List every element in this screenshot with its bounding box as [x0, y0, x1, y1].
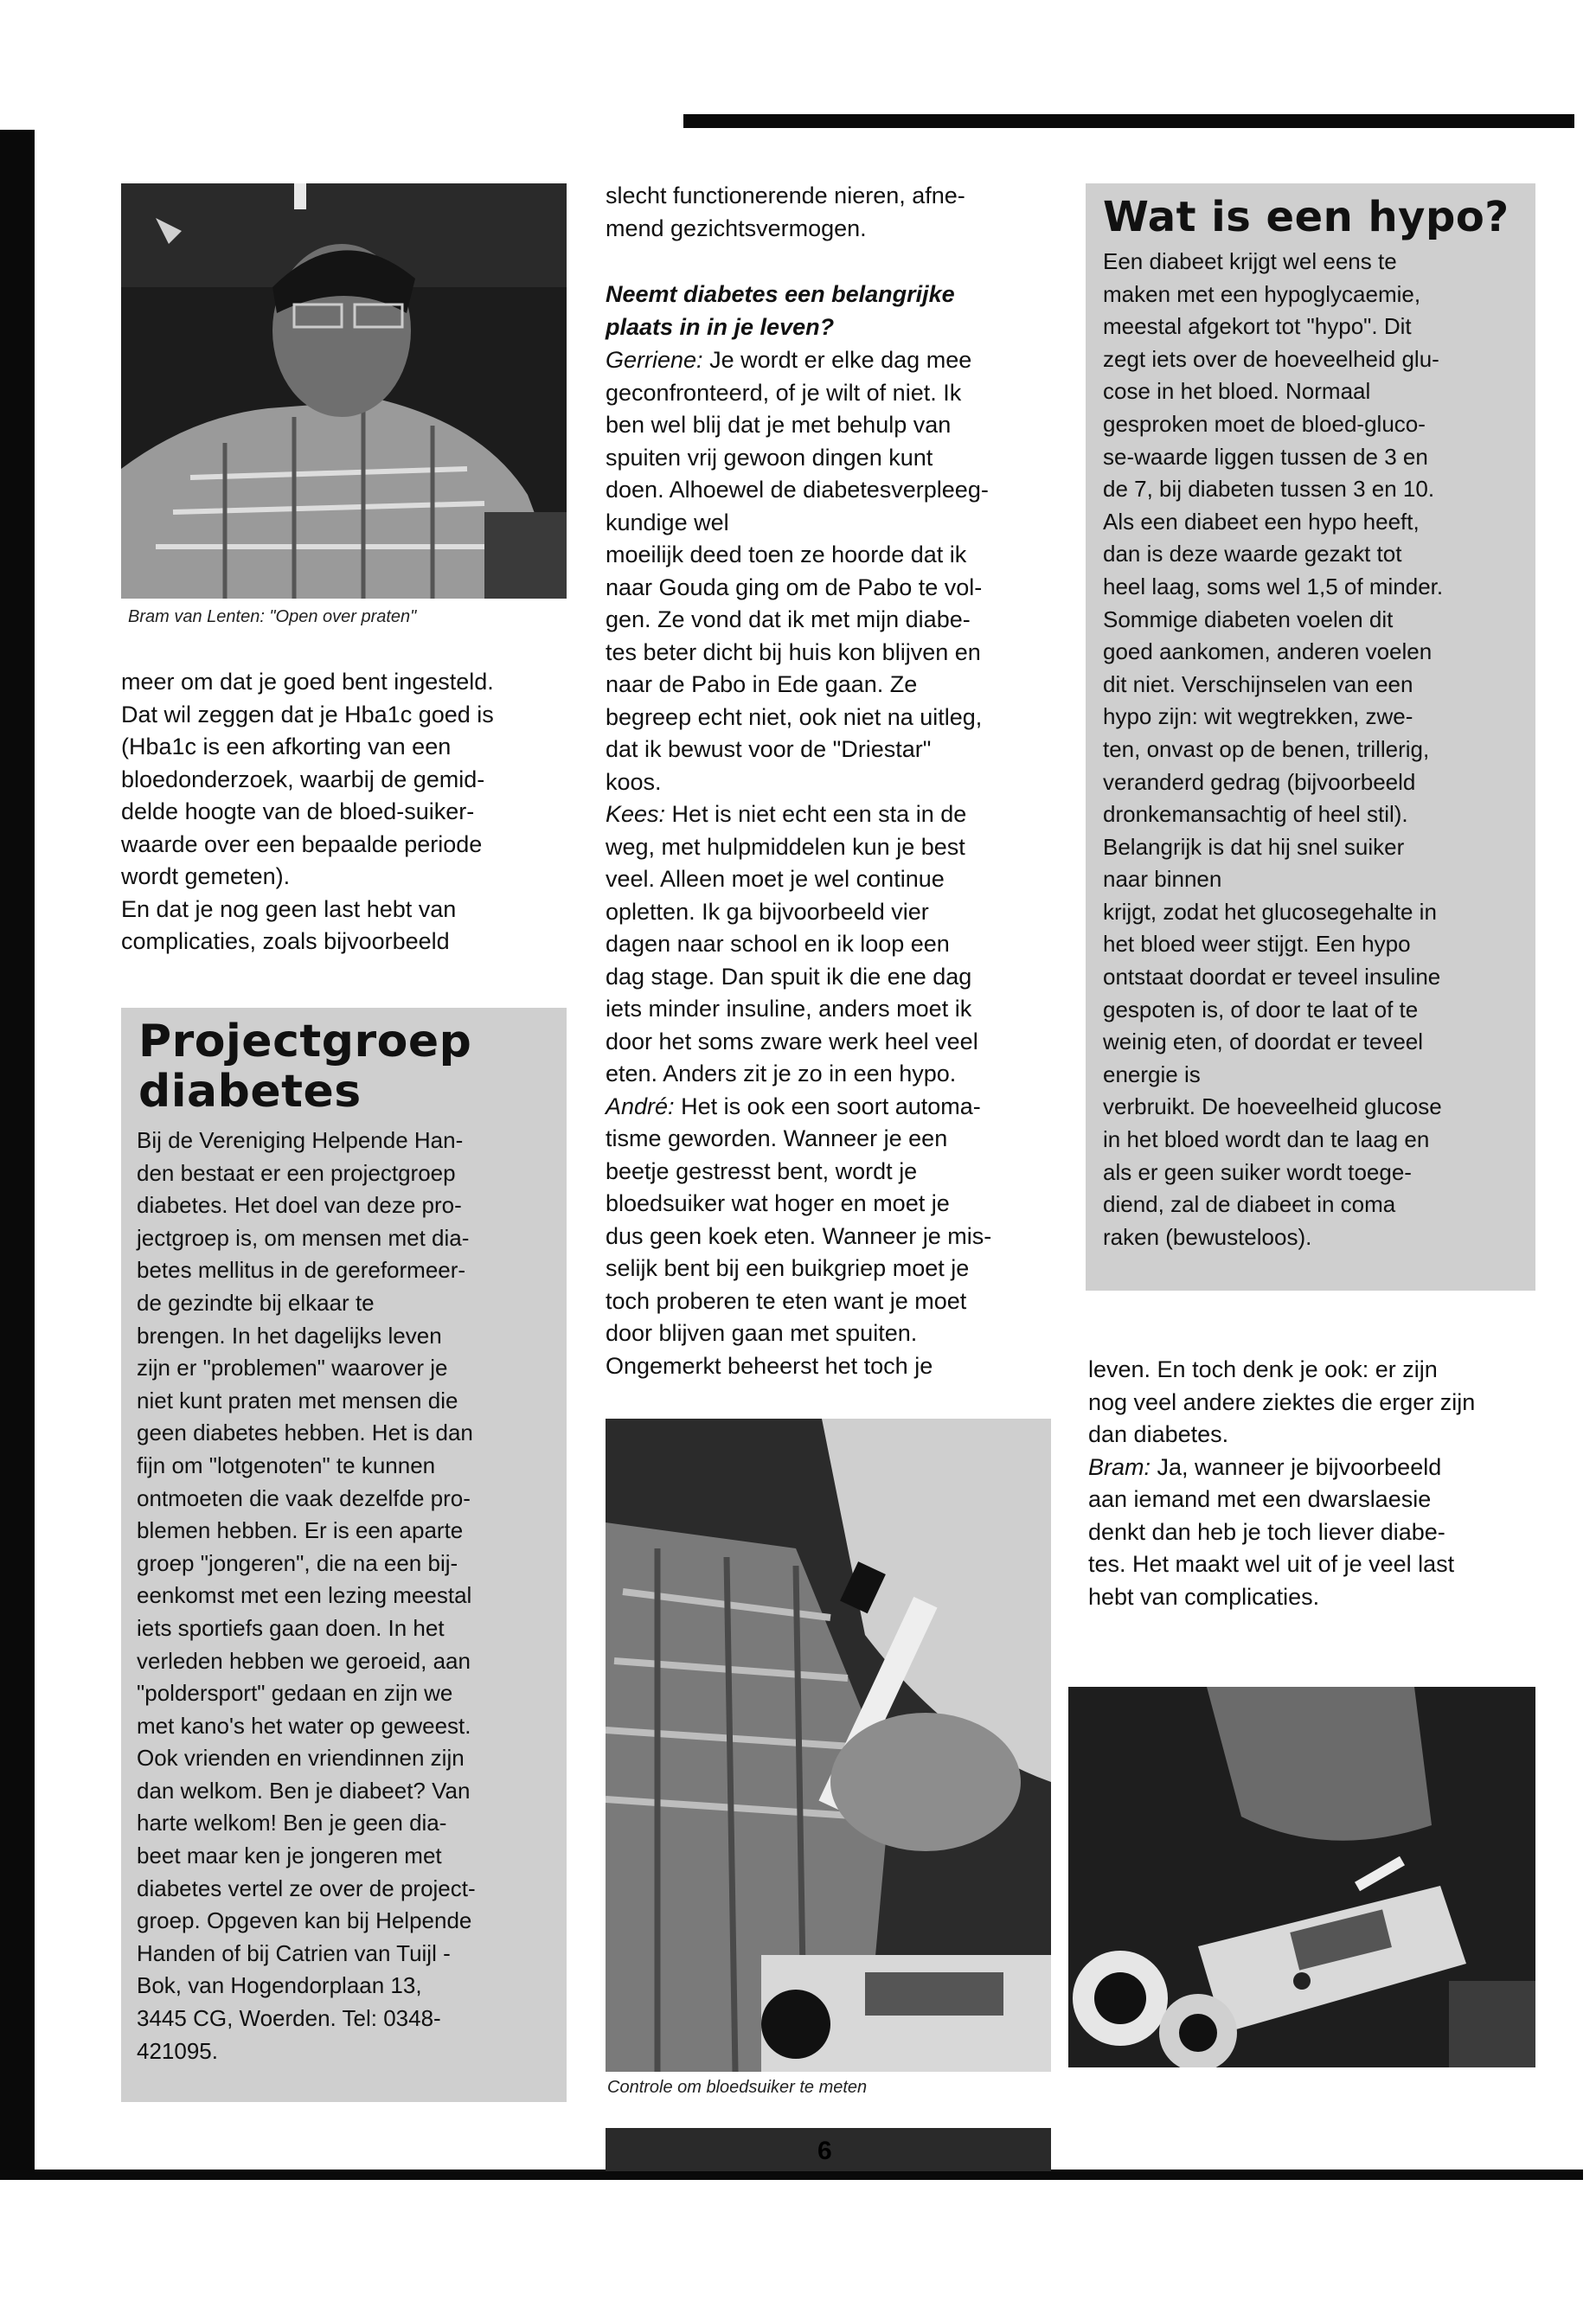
- answer-bram: Ja, wanneer je bijvoorbeeld aan iemand met een dwarslaesie denkt dan heb je toch liever diabe- tes. Het maakt wel uit of je veel last hebt van complicaties.: [1088, 1453, 1455, 1610]
- answer-kees: Het is niet echt een sta in de weg, met hulpmiddelen kun je best veel. Alleen moet je wel continue opletten. Ik ga bijvoorbeeld vier dagen naar school en ik loop een dag stage. Dan spuit ik die ene dag iets minder insuline, anders moet ik door het soms zware werk heel veel eten. Anders zit je zo in een hypo.: [606, 801, 978, 1086]
- speaker-andre: André:: [606, 1093, 675, 1119]
- photo-bram-portrait: [121, 183, 567, 599]
- speaker-gerriene: Gerriene:: [606, 347, 703, 373]
- col1-body-text: meer om dat je goed bent ingesteld. Dat wil zeggen dat je Hba1c goed is (Hba1c is een afkorting van een bloedonderzoek, waarbij de gemid- delde hoogte van de bloed-suiker- waarde over een bepaalde periode wordt gemeten). En dat je nog geen last hebt van complicaties, zoals bijvoorbeeld: [121, 669, 494, 954]
- col3-text-intro: leven. En toch denk je ook: er zijn nog veel andere ziektes die erger zijn dan diabetes.: [1088, 1356, 1476, 1447]
- photo1-caption: Bram van Lenten: "Open over praten": [128, 607, 417, 626]
- hypo-box: [1086, 183, 1535, 1291]
- photo-glucose-meter: [1068, 1687, 1535, 2067]
- answer-andre: Het is ook een soort automa- tisme geworden. Wanneer je een beetje gestresst bent, wordt je bloedsuiker wat hoger en moet je dus geen koek eten. Wanneer je mis- selijk bent bij een buikgriep moet je toch proberen te eten want je moet door blijven gaan met spuiten. Ongemerkt beheerst het toch je: [606, 1093, 992, 1379]
- photo-glucose-test: [606, 1419, 1051, 2072]
- speaker-kees: Kees:: [606, 801, 666, 827]
- projectgroep-title-line2: diabetes: [138, 1066, 362, 1118]
- left-edge-bar: [0, 130, 35, 2180]
- col3-text: [1088, 1354, 1555, 1613]
- photo2-caption: Controle om bloedsuiker te meten: [607, 2078, 868, 2097]
- answer-gerriene: Je wordt er elke dag mee geconfronteerd, of je wilt of niet. Ik ben wel blij dat je met behulp van spuiten vrij gewoon dingen kunt doen. Alhoewel de diabetesverpleeg- kundige wel moeilijk deed toen ze hoorde dat ik naar Gouda ging om de Pabo te vol- gen. Ze vond dat ik met mijn diabe- tes beter dicht bij huis kon blijven en naar de Pabo in Ede gaan. Ze begreep echt niet, ook niet na uitleg, dat ik bewust voor de "Driestar" koos.: [606, 347, 989, 795]
- hypo-text: Een diabeet krijgt wel eens te maken met een hypoglycaemie, meestal afgekort tot "hypo". Dit zegt iets over de hoeveelheid glu- cose in het bloed. Normaal gesproken moet de bloed-gluco- se-waarde liggen tussen de 3 en de 7, bij diabeten tussen 3 en 10. Als een diabeet een hypo heeft, dan is deze waarde gezakt tot heel laag, soms wel 1,5 of minder. Sommige diabeten voelen dit goed aankomen, anderen voelen dit niet. Verschijnselen van een hypo zijn: wit wegtrekken, zwe- ten, onvast op de benen, trillerig, veranderd gedrag (bijvoorbeeld dronkemansachtig of heel stil). Belangrijk is dat hij snel suiker naar binnen krijgt, zodat het glucosegehalte in het bloed weer stijgt. Een hypo ontstaat doordat er teveel insuline gespoten is, of door te laat of te weinig eten, of doordat er teveel energie is verbruikt. De hoeveelheid glucose in het bloed wordt dan te laag en als er geen suiker wordt toege- diend, zal de diabeet in coma raken (bewusteloos).: [1103, 248, 1444, 1250]
- top-rule: [683, 114, 1574, 128]
- projectgroep-title-line1: Projectgroep: [138, 1016, 472, 1067]
- hypo-title: Wat is een hypo?: [1103, 193, 1509, 241]
- page-number: 6: [817, 2137, 832, 2165]
- page-number-bar: [606, 2128, 1051, 2171]
- speaker-bram: Bram:: [1088, 1453, 1151, 1480]
- projectgroep-box: [121, 1008, 567, 2102]
- interview-question: Neemt diabetes een belangrijke plaats in in je leven?: [606, 281, 955, 340]
- col2-intro: slecht functionerende nieren, afne- mend gezichtsvermogen.: [606, 183, 965, 241]
- projectgroep-title: [138, 1016, 471, 1117]
- col2-answers: [606, 344, 1055, 1382]
- projectgroep-text: Bij de Vereniging Helpende Han- den bestaat er een projectgroep diabetes. Het doel van deze pro- jectgroep is, om mensen met dia- betes mellitus in de gereformeer- de gezindte bij elkaar te brengen. In het dagelijks leven zijn er "problemen" waarover je niet kunt praten met mensen die geen diabetes hebben. Het is dan fijn om "lotgenoten" te kunnen ontmoeten die vaak dezelfde pro- blemen hebben. Er is een aparte groep "jongeren", die na een bij- eenkomst met een lezing meestal iets sportiefs gaan doen. In het verleden hebben we geroeid, aan "poldersport" gedaan en zijn we met kano's het water op geweest. Ook vrienden en vriendinnen zijn dan welkom. Ben je diabeet? Van harte welkom! Ben je geen dia- beet maar ken je jongeren met diabetes vertel ze over de project- groep. Opgeven kan bij Helpende Handen of bij Catrien van Tuijl - Bok, van Hogendorplaan 13, 3445 CG, Woerden. Tel: 0348- 421095.: [137, 1127, 476, 2064]
